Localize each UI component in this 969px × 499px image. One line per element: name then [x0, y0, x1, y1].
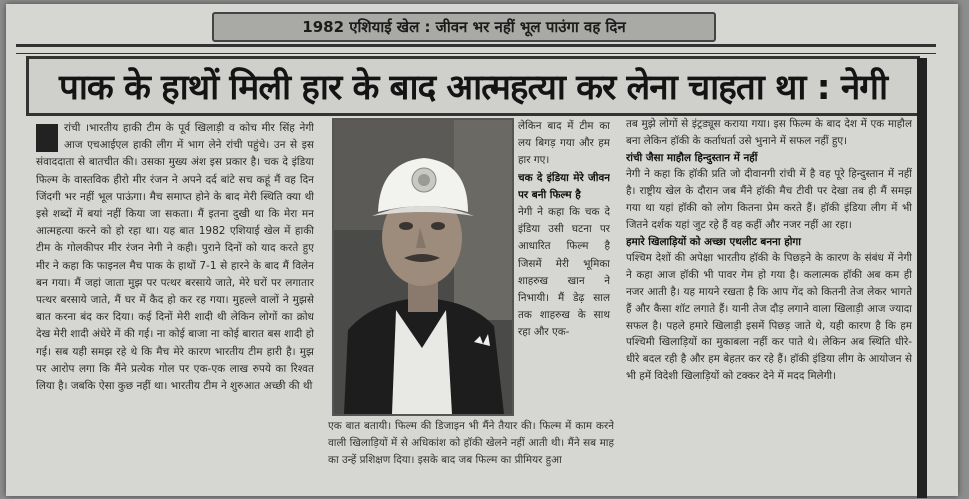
kicker-banner [212, 12, 716, 42]
column-3-text-b: नेगी ने कहा कि हॉकी प्रति जो दीवानगी रांची में है वह पूरे हिन्दुस्तान में नहीं है। राष्ट्रीय खेल के दौरान जब मैंने हॉकी मैच टीवी पर देखा तब ही मैं समझ गया था यहां हॉकी को लोग कितना प्रेम करते हैं। हॉकी इंडिया लीग में भी जितने दर्शक यहां जुट रहे हैं वह कहीं और नजर नहीं आ रहा। [626, 168, 912, 231]
newspaper-clipping [6, 4, 958, 496]
column-3-text-a: तब मुझे लोगों से इंट्रड्यूस कराया गया। इस फिल्म के बाद देश में एक माहौल बना लेकिन हॉकी के कर्ताधर्ता उसे भुनाने में सफल नहीं हुए। [626, 118, 912, 147]
header-rule [16, 44, 936, 54]
column-2-text-b: नेगी ने कहा कि चक दे इंडिया उसी घटना पर आधारित फिल्म है जिसमें मेरी भूमिका शाहरुख खान ने निभायी। मैं डेढ़ साल तक शाहरुख के साथ रहा और एक- [518, 206, 610, 339]
subhead-athletes: हमारे खिलाड़ियों को अच्छा एथलीट बनना होगा [626, 235, 801, 248]
box-shadow-bar [917, 58, 927, 498]
article-column-2-continued [328, 418, 614, 498]
man-in-cap-photo [334, 120, 512, 414]
continued-text: एक बात बतायी। फिल्म की डिजाइन भी मैंने तैयार की। फिल्म में काम करने वाली खिलाड़ियों में से अधिकांश को हॉकी खेलने नहीं आती थी। मैंने सब माह का उन्हें प्रशिक्षण दिया। इसके बाद जब फिल्म का प्रीमियर हुआ [328, 420, 614, 466]
subhead-ranchi: रांची जैसा माहौल हिन्दुस्तान में नहीं [626, 151, 758, 164]
column-1-text: रांची ।भारतीय हाकी टीम के पूर्व खिलाड़ी व कोच मीर सिंह नेगी आज एचआईएल हाकी लीग में भाग लेने रांची पहुंचे। उन से इस संवाददाता से बातचीत की। उसका मुख्य अंश इस प्रकार है। चक दे इंडिया फिल्म के वास्तविक हीरो मीर रंजन ने अपने दर्द बांटे सच कहूं मैं वह दिन जिंदगी भर नहीं भूल पाऊंगा। मैच समाप्त होने के बाद मेरी स्थिति क्या थी इसे शब्दों में बयां नहीं किया जा सकता। मैं इतना दुखी था कि मेरा मन आत्महत्या करने को हो रहा था। यह बात 1982 एशियाई खेल में हाकी टीम के गोलकीपर मीर रंजन नेगी ने कही। पुराने दिनों को याद करते हुए मीर ने कहा कि फाइनल मैच पाक के हाथों 7-1 से हारने के बाद मैं विलेन बन गया। मैं जहां जाता मुझ पर पत्थर बरसाये जाते, मेरे घरों पर लगातार पत्थर बरसाये जाते, मैं घर में कैद हो कर रह गया। मुहल्ले वालों ने मुझसे बात करना बंद कर दिया। कई दिनों मेरी शादी थी लेकिन लोगों का क्रोध देख मेरी शादी अंधेरे में की गई। ना कोई बाजा ना कोई बारात बस शादी हो गई। सब यही समझ रहे थे कि मैच मेरे कारण भारतीय टीम हारी है। मुझ पर आरोप लगा कि मैंने प्रत्येक गोल पर एक-एक लाख रुपये का रिश्वत लिया है। जबकि ऐसा कुछ नहीं था। भारतीय टीम ने शुरुआत अच्छी की थी [36, 122, 314, 393]
article-column-2 [518, 118, 610, 414]
headline: पाक के हाथों मिली हार के बाद आत्महत्या कर लेना चाहता था : नेगी [58, 67, 888, 108]
column-2-text-a: लेकिन बाद में टीम का लय बिगड़ गया और हम हार गए। [518, 120, 610, 167]
column-3-text-c: पश्चिम देशों की अपेक्षा भारतीय हॉकी के पिछड़ने के कारण के संबंध में नेगी ने कहा आज हॉकी भी पावर गेम हो गया है। कलात्मक हॉकी अब कम ही नजर आती है। यह मायने रखता है कि आप गेंद को कितनी तेज लेकर भागते हैं और कैसा शॉट लगाते हैं। यानी तेज दौड़ लगाने वाला खिलाड़ी आज ज्यादा सफल है। पहले हमारे खिलाड़ी इसमें पिछड़ जाते थे, यही कारण है कि हम पश्चिमी खिलाड़ियों का मुकाबला नहीं कर पाते थे। लेकिन अब स्थिति धीरे-धीरे बदल रही है और हम बेहतर कर रहे हैं। हॉकी इंडिया लीग के आयोजन से भी हमें विदेशी खिलाड़ियों को टक्कर देने में मदद मिलेगी। [626, 252, 912, 382]
portrait-photo [332, 118, 514, 416]
paragraph-marker [36, 124, 58, 152]
article-column-1 [36, 120, 314, 498]
article-column-3 [626, 116, 912, 496]
subhead-chak-de-india: चक दे इंडिया मेरे जीवन पर बनी फिल्म है [518, 171, 610, 201]
headline-box [26, 56, 920, 116]
kicker-text: 1982 एशियाई खेल : जीवन भर नहीं भूल पाउंगा वह दिन [302, 18, 626, 36]
